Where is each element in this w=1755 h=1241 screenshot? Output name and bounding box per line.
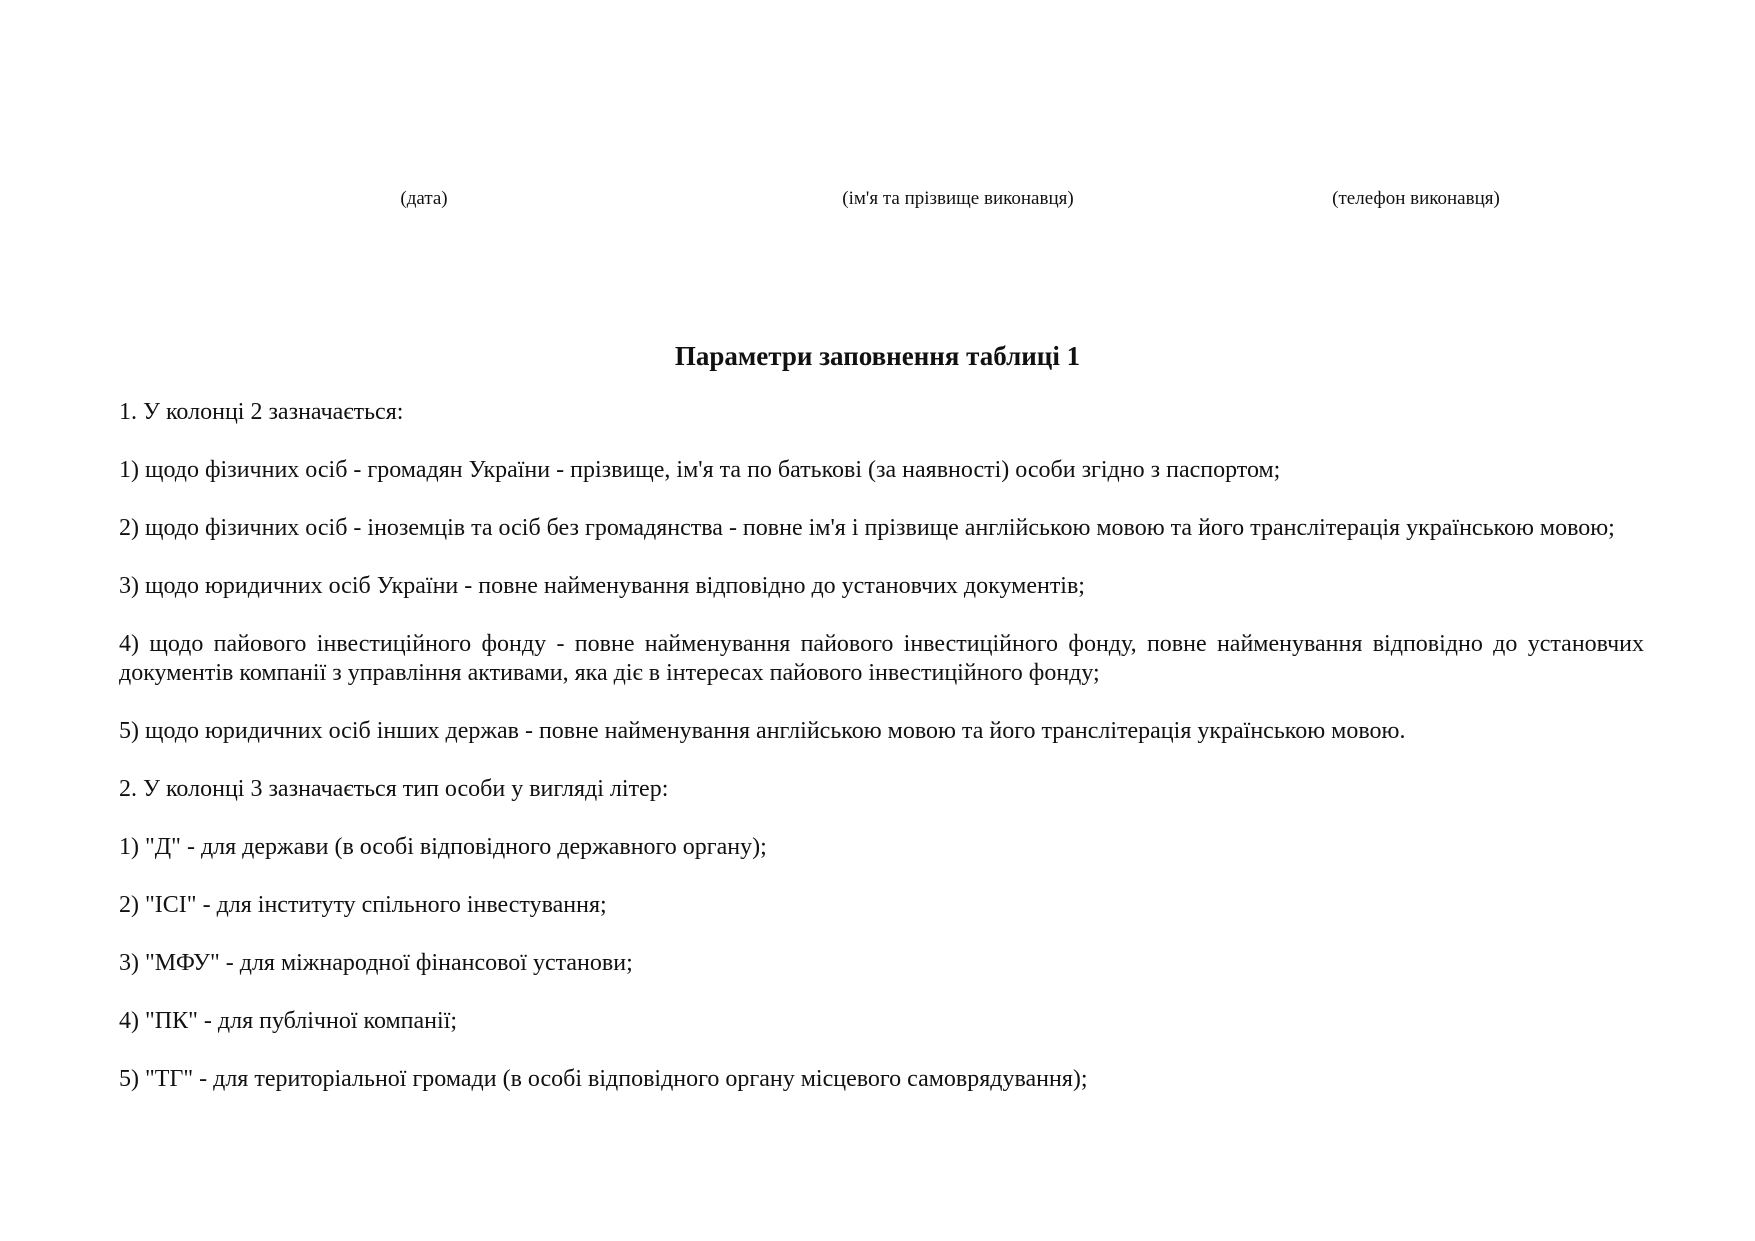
list-item-investment-fund: 4) щодо пайового інвестиційного фонду - повне найменування пайового інвестиційного фонду, повне найменування відповідно до установчих документів компанії з управління активами, яка діє в інтересах пайового інвестиційного фонду;: [119, 631, 1644, 686]
section-2-heading: 2. У колонці 3 зазначається тип особи у вигляді літер:: [119, 776, 669, 802]
document-body: [119, 398, 1644, 1123]
section-1-heading: 1. У колонці 2 зазначається:: [119, 399, 404, 425]
list-item-type-pk: 4) "ПК" - для публічної компанії;: [119, 1008, 458, 1034]
list-item-individuals-citizens: 1) щодо фізичних осіб - громадян України - прізвище, ім'я та по батькові (за наявності) особи згідно з паспортом;: [119, 457, 1281, 483]
list-item-type-tg: 5) "ТГ" - для територіальної громади (в особі відповідного органу місцевого самоврядування);: [119, 1066, 1088, 1092]
date-label: (дата): [400, 188, 448, 209]
list-item-type-d: 1) "Д" - для держави (в особі відповідного державного органу);: [119, 834, 767, 860]
list-item-foreign-legal-entities: 5) щодо юридичних осіб інших держав - повне найменування англійською мовою та його транслітерація українською мовою.: [119, 718, 1406, 744]
page-title: Параметри заповнення таблиці 1: [674, 341, 1081, 371]
list-item-individuals-foreigners: 2) щодо фізичних осіб - іноземців та осіб без громадянства - повне ім'я і прізвище англійською мовою та його транслітерація українською мовою;: [119, 515, 1615, 541]
executor-name-label: (ім'я та прізвище виконавця): [842, 188, 1074, 209]
list-item-type-isi: 2) "ІСІ" - для інституту спільного інвестування;: [119, 892, 607, 918]
executor-phone-label: (телефон виконавця): [1332, 188, 1500, 209]
list-item-legal-entities-ukraine: 3) щодо юридичних осіб України - повне найменування відповідно до установчих документів;: [119, 573, 1085, 599]
list-item-type-mfu: 3) "МФУ" - для міжнародної фінансової установи;: [119, 950, 633, 976]
